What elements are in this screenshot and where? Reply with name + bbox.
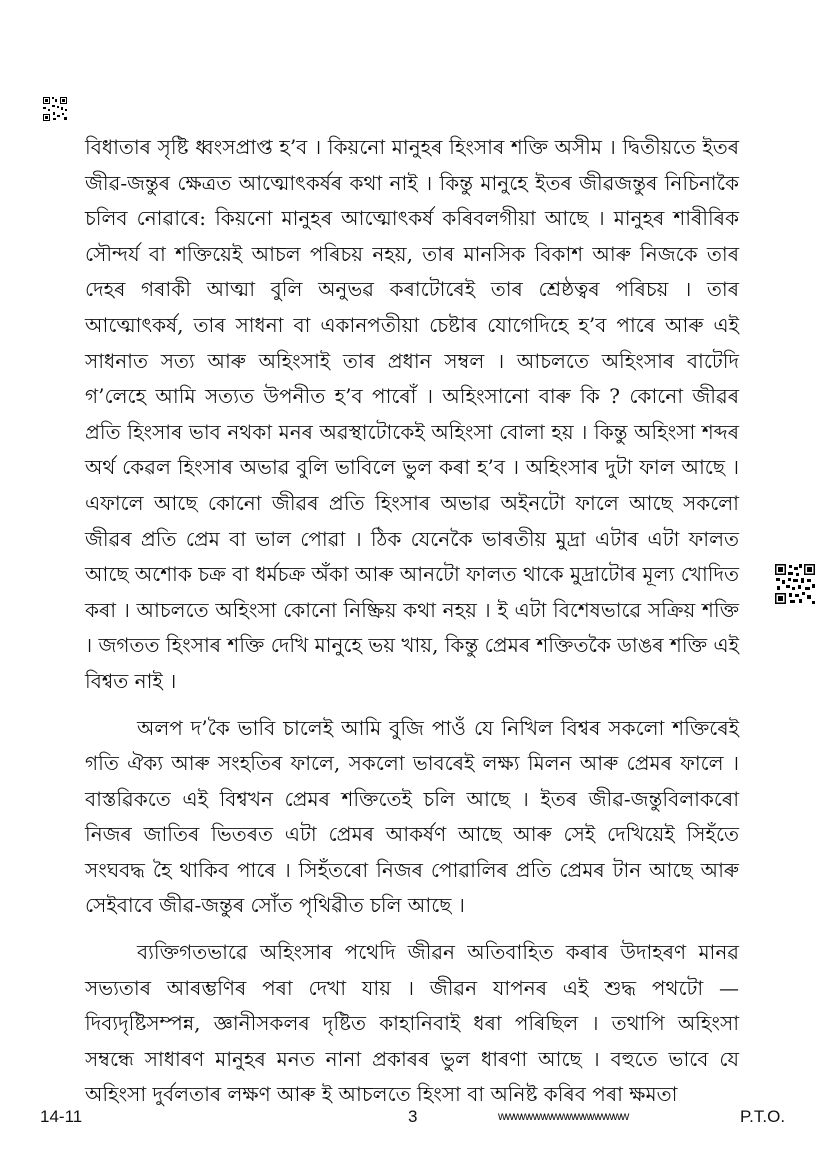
wave-line: wwwwwwwwwwwwwwwww xyxy=(498,1109,629,1123)
paragraph-3: ব্যক্তিগতভাৱে অহিংসাৰ পথেদি জীৱন অতিবাহিত কৰাৰ উদাহৰণ মানৱ সভ্যতাৰ আৰম্ভণিৰ পৰা দেখা যায় । জীৱন যাপনৰ এই শুদ্ধ পথটো — দিব্যদৃষ্টিসম্পন্ন, জ্ঞানীসকলৰ দৃষ্টিত কাহানিবাই ধৰা পৰিছিল । তথাপি অহিংসা সম্বন্ধে সাধাৰণ মানুহৰ মনত নানা প্ৰকাৰৰ ভুল ধাৰণা আছে । বহুতে ভাবে যে অহিংসা দুৰ্বলতাৰ লক্ষণ আৰু ই আচলতে হিংসা বা অনিষ্ট কৰিব পৰা ক্ষমতা xyxy=(85,940,739,1107)
page-number: 3 xyxy=(408,1107,418,1126)
qr-icon xyxy=(42,96,68,122)
qr-code-right xyxy=(774,563,816,605)
page-footer xyxy=(0,1107,827,1131)
paragraph-1: বিধাতাৰ সৃষ্টি ধ্বংসপ্ৰাপ্ত হ’ব । কিয়নো মানুহৰ হিংসাৰ শক্তি অসীম । দ্বিতীয়তে ইতৰ জীৱ-জন্তুৰ ক্ষেত্ৰত আত্মোৎকৰ্ষৰ কথা নাই । কিন্তু মানুহে ইতৰ জীৱজন্তুৰ নিচিনাকৈ চলিব নোৱাৰে: কিয়নো মানুহৰ আত্মোৎকৰ্ষ কৰিবলগীয়া আছে । মানুহৰ শাৰীৰিক সৌন্দৰ্য বা শক্তিয়েই আচল পৰিচয় নহয়, তাৰ মানসিক বিকাশ আৰু নিজকে তাৰ দেহৰ গৰাকী আত্মা বুলি অনুভৱ কৰাটোৰেই তাৰ শ্ৰেষ্ঠত্বৰ পৰিচয় । তাৰ আত্মোৎকৰ্ষ, তাৰ সাধনা বা একানপতীয়া চেষ্টাৰ যোগেদিহে হ’ব পাৰে আৰু এই সাধনাত সত্য আৰু অহিংসাই তাৰ প্ৰধান সম্বল । আচলতে অহিংসাৰ বাটেদি গ’লেহে আমি সত্যত উপনীত হ’ব পাৰোঁ । অহিংসানো বাৰু কি ? কোনো জীৱৰ প্ৰতি হিংসাৰ ভাব নথকা মনৰ অৱস্থাটোকেই অহিংসা বোলা হয় । কিন্তু অহিংসা শব্দৰ অৰ্থ কেৱল হিংসাৰ অভাৱ বুলি ভাবিলে ভুল কৰা হ’ব । অহিংসাৰ দুটা ফাল আছে । এফালে আছে কোনো জীৱৰ প্ৰতি হিংসাৰ অভাৱ অইনটো ফালে আছে সকলো জীৱৰ প্ৰতি প্ৰেম বা ভাল পোৱা । ঠিক যেনেকৈ ভাৰতীয় মুদ্ৰা এটাৰ এটা ফালত আছে অশোক চক্ৰ বা ধৰ্মচক্ৰ অঁকা আৰু আনটো ফালত থাকে মুদ্ৰাটোৰ মূল্য খোদিত কৰা । আচলতে অহিংসা কোনো নিষ্ক্ৰিয় কথা নহয় । ই এটা বিশেষভাৱে সক্ৰিয় শক্তি । জগতত হিংসাৰ শক্তি দেখি মানুহে ভয় খায়, কিন্তু প্ৰেমৰ শক্তিতকৈ ডাঙৰ শক্তি এই বিশ্বত নাই । xyxy=(85,135,739,693)
qr-icon xyxy=(774,563,816,605)
paragraph-2: অলপ দ’কৈ ভাবি চালেই আমি বুজি পাওঁ যে নিখিল বিশ্বৰ সকলো শক্তিৰেই গতি ঐক্য আৰু সংহতিৰ ফালে, সকলো ভাবৰেই লক্ষ্য মিলন আৰু প্ৰেমৰ ফালে । বাস্তৱিকতে এই বিশ্বখন প্ৰেমৰ শক্তিতেই চলি আছে । ইতৰ জীৱ-জন্তুবিলাকৰো নিজৰ জাতিৰ ভিতৰত এটা প্ৰেমৰ আকৰ্ষণ আছে আৰু সেই দেখিয়েই সিহঁতে সংঘবদ্ধ হৈ থাকিব পাৰে । সিহঁতৰো নিজৰ পোৱালিৰ প্ৰতি প্ৰেমৰ টান আছে আৰু সেইবাবে জীৱ-জন্তুৰ সোঁত পৃথিৱীত চলি আছে । xyxy=(85,715,739,918)
qr-code-top xyxy=(42,96,68,122)
document-body xyxy=(85,130,739,1113)
question-paper-code: 14-11 xyxy=(40,1107,83,1126)
pto-label: P.T.O. xyxy=(740,1107,786,1126)
